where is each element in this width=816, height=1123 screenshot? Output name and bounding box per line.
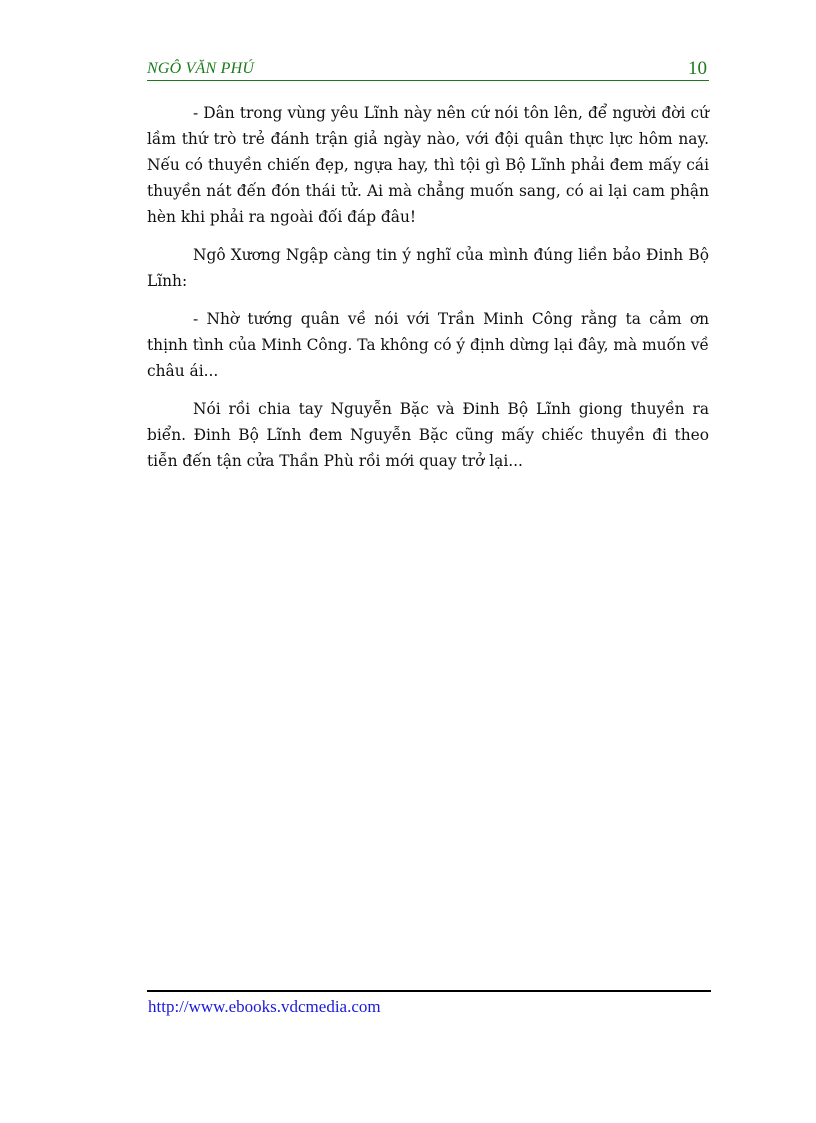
paragraph: Ngô Xương Ngập càng tin ý nghĩ của mình đúng liền bảo Đinh Bộ Lĩnh: <box>147 246 709 290</box>
paragraph: Nói rồi chia tay Nguyễn Bặc và Đinh Bộ Lĩnh giong thuyền ra biển. Đinh Bộ Lĩnh đem Nguyễn Bặc cũng mấy chiếc thuyền đi theo tiễn đến tận cửa Thần Phù rồi mới quay trở lại... <box>147 400 709 470</box>
page-number: 10 <box>688 58 707 79</box>
footer-rule <box>147 990 711 992</box>
body-text <box>147 100 709 486</box>
paragraph: - Dân trong vùng yêu Lĩnh này nên cứ nói tôn lên, để người đời cứ lầm thứ trò trẻ đánh trận giả ngày nào, với đội quân thực lực hôm nay. Nếu có thuyền chiến đẹp, ngựa hay, thì tội gì Bộ Lĩnh phải đem mấy cái thuyền nát đến đón thái tử. Ai mà chẳng muốn sang, có ai lại cam phận hèn khi phải ra ngoài đối đáp đâu! <box>147 104 709 226</box>
page-header <box>147 56 709 81</box>
header-author: NGÔ VĂN PHÚ <box>147 60 255 77</box>
paragraph: - Nhờ tướng quân về nói với Trần Minh Công rằng ta cảm ơn thịnh tình của Minh Công. Ta không có ý định dừng lại đây, mà muốn về châu ái... <box>147 310 709 380</box>
footer-url-link[interactable]: http://www.ebooks.vdcmedia.com <box>148 997 381 1016</box>
